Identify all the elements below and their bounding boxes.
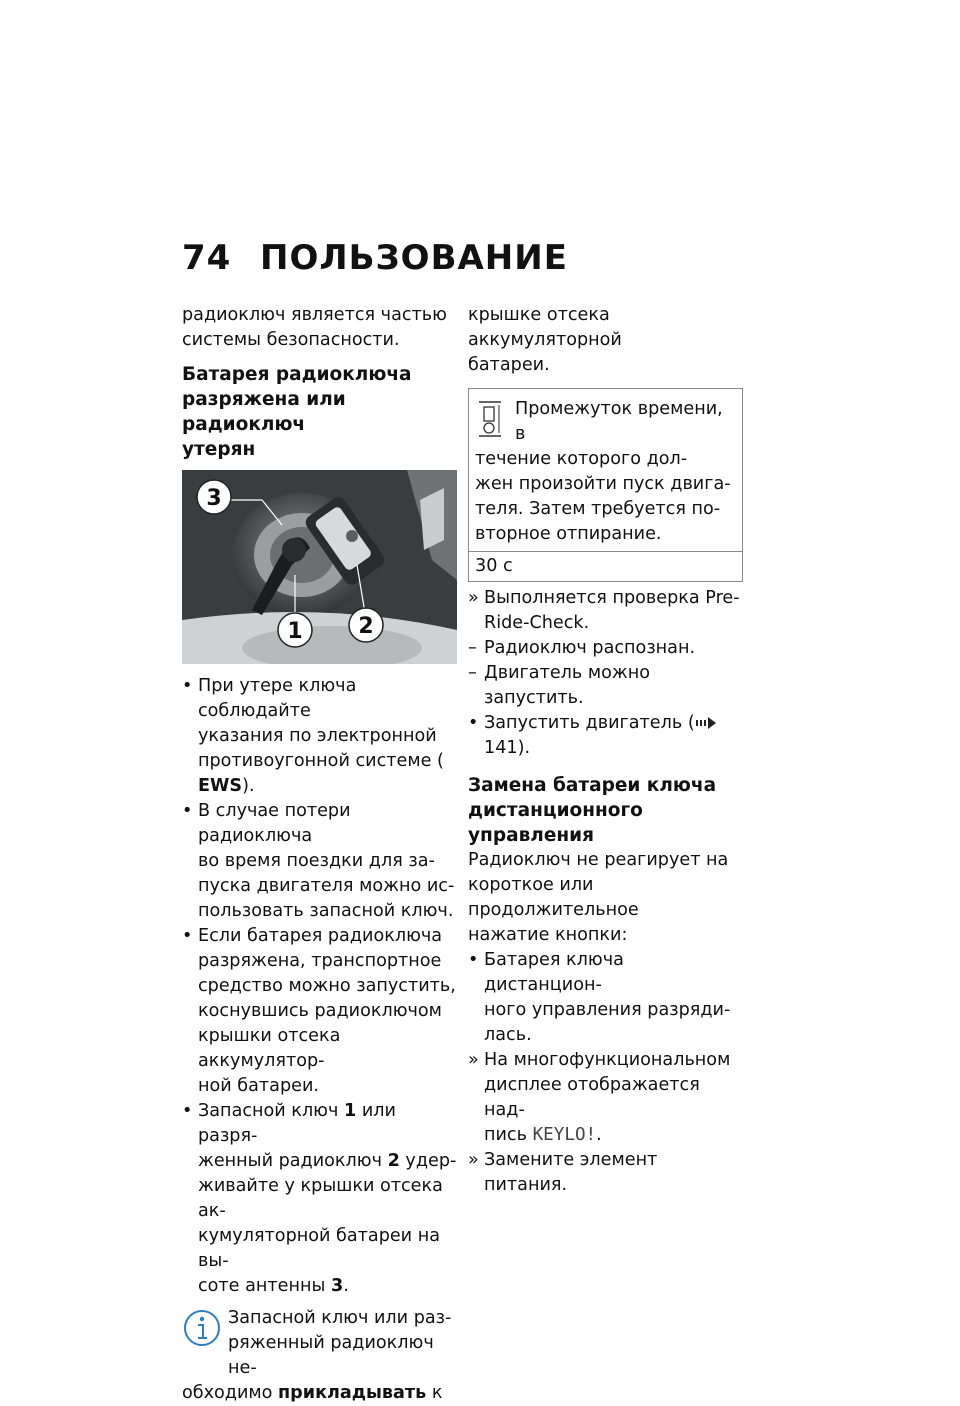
ews-term: EWS [198, 776, 243, 796]
callout-1-label: 1 [287, 619, 303, 644]
page-title: ПОЛЬЗОВАНИЕ [260, 238, 568, 278]
page-reference[interactable]: 141 [484, 738, 518, 758]
bullet-item: • Если батарея радиоключа разряжена, транспортное средство можно запустить, коснувшись радиоключом крышки отсека аккумулятор- ной батареи. [182, 926, 456, 1096]
callout-2-label: 2 [358, 614, 374, 639]
timeout-value: 30 с [469, 551, 742, 581]
result-item: » Замените элемент питания. [468, 1150, 658, 1195]
page-header [182, 238, 568, 278]
callout-3-label: 3 [206, 486, 222, 511]
intro-line: батареи. [468, 355, 550, 375]
bullet-item: • В случае потери радиоключа во время поездки для за- пуска двигателя можно ис- пользовать запасной ключ. [182, 801, 455, 921]
bullet-item: • Запустить двигатель (141). [468, 711, 743, 761]
step-item: – Двигатель можно запустить. [468, 663, 651, 708]
timer-icon [477, 399, 503, 439]
key-battery-photo [182, 470, 457, 664]
page-reference-arrow-icon [695, 717, 717, 729]
page-number: 74 [182, 238, 232, 278]
step-item: » Выполняется проверка Pre- Ride-Check. [468, 588, 740, 633]
intro-line: радиоключ является частью [182, 305, 447, 325]
bullet-item: • Запасной ключ 1 или разря- женный радиоключ 2 удер- живайте у крышки отсека ак- кумуляторной батареи на вы- соте антенны 3. [182, 1101, 457, 1296]
timeout-box: Промежуток времени, в течение которого дол- жен произойти пуск двига- теля. Затем требуется по- вторное отпирание. 30 с [468, 388, 743, 582]
display-message: KEYLO! [532, 1125, 597, 1145]
bullet-item: • Батарея ключа дистанцион- ного управления разряди- лась. [468, 950, 731, 1045]
step-item: – Радиоключ распознан. [468, 638, 696, 658]
result-item: » На многофункциональном дисплее отображается над- пись KEYLO!. [468, 1050, 731, 1145]
info-icon [182, 1308, 222, 1348]
key-illustration [182, 470, 457, 664]
bullet-item: • При утере ключа соблюдайте указания по электронной противоугонной системе ( EWS). [182, 676, 444, 796]
intro-line: системы безопасности. [182, 330, 400, 350]
left-column [182, 303, 457, 1406]
info-note: Запасной ключ или раз- ряженный радиоключ не- обходимо прикладывать к [182, 1308, 452, 1403]
section-heading: Батарея радиоключа разряжена или радиоключ утерян [182, 364, 412, 460]
right-column: крышке отсека аккумуляторной батареи. Промежуток времени, в течение которого дол- жен произойти пуск двига- теля. Затем требуется по- вторное отпирание. 30 с » Выполняется проверка Pre- Ride-Check. – Радиоключ распознан. – Двигатель можно запустить. • Запустить двигатель (141). Замена батареи ключа дистанционного управления Радиоключ не реагирует на короткое или продолжительное нажатие кнопки: • Батарея ключа дистанцион- ного управления разряди- лась. » На многофункциональном дисплее отображается над- пись KEYLO!. » Замените элемент питания. [468, 303, 743, 1198]
section-heading: Замена батареи ключа дистанционного управления [468, 775, 717, 846]
intro-line: крышке отсека аккумуляторной [468, 305, 622, 350]
